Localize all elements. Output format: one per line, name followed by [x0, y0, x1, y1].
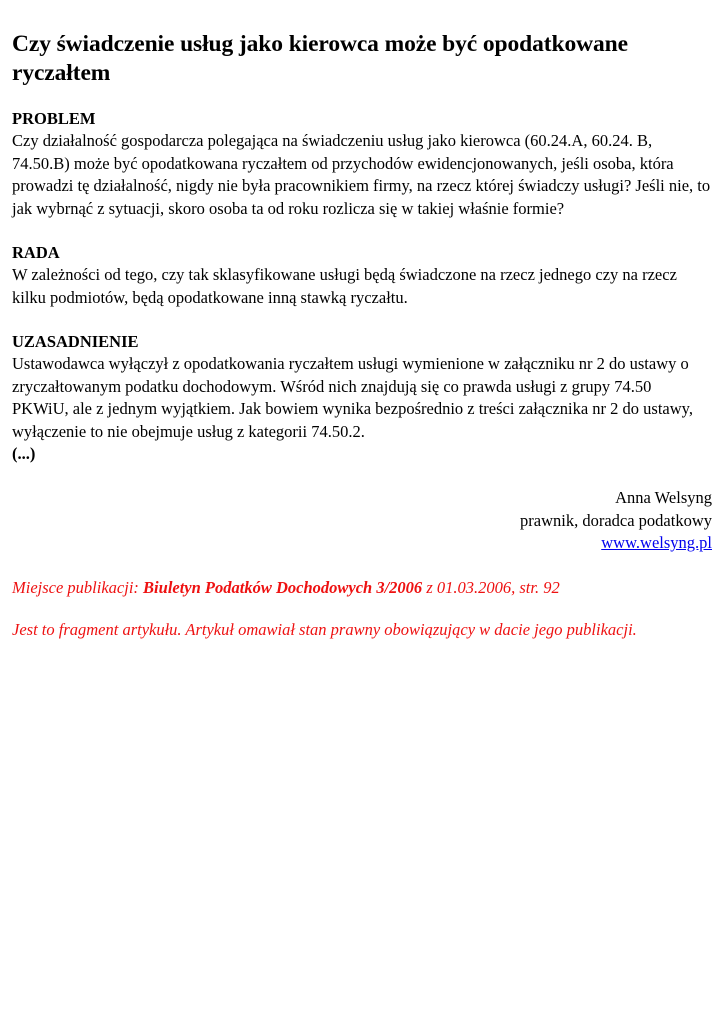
section-rada [12, 242, 712, 309]
section-body-problem: Czy działalność gospodarcza polegająca na świadczeniu usług jako kierowca (60.24.A, 60.24. B, 74.50.B) może być opodatkowana ryczałtem od przychodów ewidencjonowanych, jeśli osoba, która prowadzi tę działalność, nigdy nie była pracownikiem firmy, na rzecz której świadczy usługi? Jeśli nie, to jak wybrnąć z sytuacji, skoro osoba ta od roku rozlicza się w takiej właśnie formie? [12, 131, 711, 218]
author-website-link[interactable]: www.welsyng.pl [601, 533, 712, 552]
author-name: Anna Welsyng [615, 488, 712, 507]
author-signature [12, 487, 712, 555]
section-heading-uzasadnienie: UZASADNIENIE [12, 332, 139, 351]
fragment-note: Jest to fragment artykułu. Artykuł omawiał stan prawny obowiązujący w dacie jego publikacji. [12, 619, 637, 639]
section-uzasadnienie [12, 331, 712, 465]
publication-suffix: z 01.03.2006, str. 92 [422, 577, 560, 597]
section-body-rada: W zależności od tego, czy tak sklasyfikowane usługi będą świadczone na rzecz jednego czy na rzecz kilku podmiotów, będą opodatkowane inną stawką ryczałtu. [12, 265, 677, 307]
article-title: Czy świadczenie usług jako kierowca może być opodatkowane ryczałtem [12, 31, 628, 86]
publication-info [12, 577, 712, 599]
publication-prefix: Miejsce publikacji: [12, 577, 144, 597]
section-body-uzasadnienie: Ustawodawca wyłączył z opodatkowania ryczałtem usługi wymienione w załączniku nr 2 do ustawy o zryczałtowanym podatku dochodowym. Wśród nich znajdują się co prawda usługi z grupy 74.50 PKWiU, ale z jednym wyjątkiem. Jak bowiem wynika bezpośrednio z treści załącznika nr 2 do ustawy, wyłączenie to nie obejmuje usług z kategorii 74.50.2. [12, 354, 693, 441]
section-heading-problem: PROBLEM [12, 109, 96, 128]
author-role: prawnik, doradca podatkowy [520, 510, 712, 530]
article-ellipsis: (...) [12, 444, 36, 463]
section-problem [12, 108, 712, 220]
publication-title: Biuletyn Podatków Dochodowych 3/2006 [143, 577, 423, 597]
section-heading-rada: RADA [12, 243, 60, 262]
